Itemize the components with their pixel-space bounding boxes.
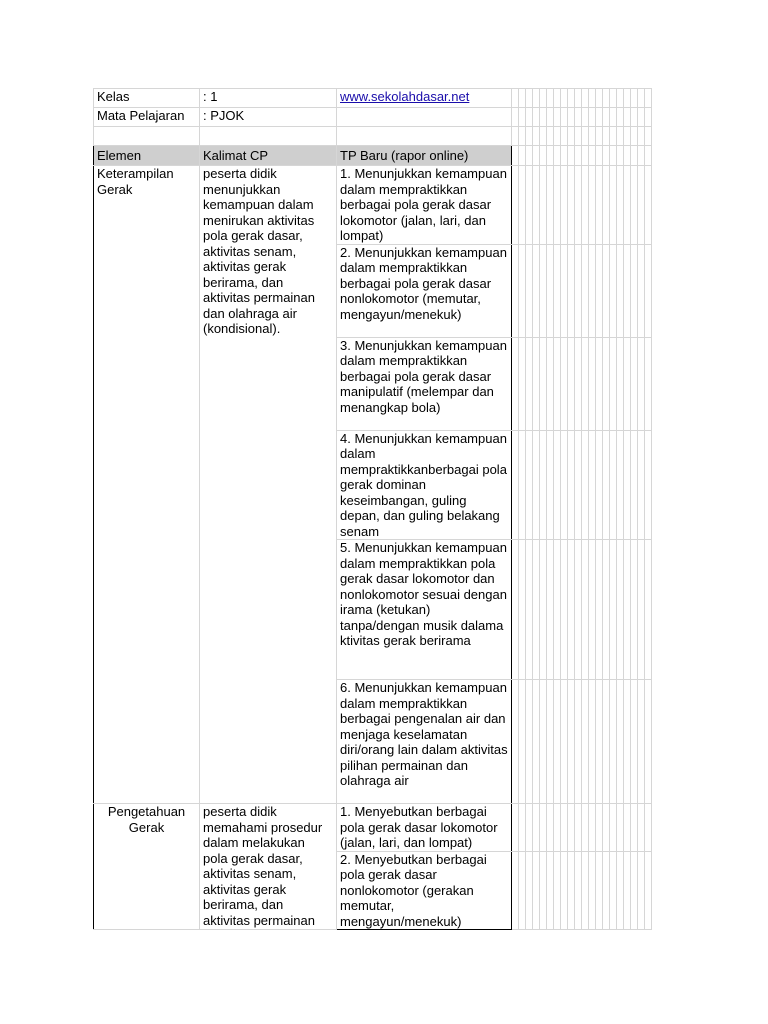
- tp-item: 1. Menyebutkan berbagai pola gerak dasar lokomotor (jalan, lari, dan lompat): [337, 804, 512, 852]
- cp-cell: peserta didik menunjukkan kemampuan dalam menirukan aktivitas pola gerak dasar, aktivitas senam, aktivitas gerak berirama, dan aktivitas permainan dan olahraga air (kondisional).: [200, 166, 337, 804]
- col-header-kalimat-cp: Kalimat CP: [200, 146, 337, 166]
- elemen-cell: Keterampilan Gerak: [94, 166, 200, 804]
- tp-item: 4. Menunjukkan kemampuan dalam mempraktikkanberbagai pola gerak dominan keseimbangan, guling depan, dan guling belakang senam: [337, 430, 512, 540]
- mapel-value: : PJOK: [200, 108, 337, 127]
- col-header-elemen: Elemen: [94, 146, 200, 166]
- col-header-tp-baru: TP Baru (rapor online): [337, 146, 512, 166]
- website-link[interactable]: www.sekolahdasar.net: [340, 89, 470, 104]
- mapel-label: Mata Pelajaran: [94, 108, 200, 127]
- column-header-row: [94, 146, 652, 166]
- kelas-row: [94, 89, 652, 108]
- tp-item: 2. Menunjukkan kemampuan dalam mempraktikkan berbagai pola gerak dasar nonlokomotor (memutar, mengayun/menekuk): [337, 244, 512, 337]
- mapel-row: [94, 108, 652, 127]
- empty-row: [94, 127, 652, 146]
- tp-item: 6. Menunjukkan kemampuan dalam mempraktikkan berbagai pengenalan air dan menjaga keselamatan diri/orang lain dalam aktivitas pilihan permainan dan olahraga air: [337, 680, 512, 804]
- tp-item: 1. Menunjukkan kemampuan dalam mempraktikkan berbagai pola gerak dasar lokomotor (jalan, lari, dan lompat): [337, 166, 512, 245]
- elemen-cell: Pengetahuan Gerak: [94, 804, 200, 930]
- kelas-value: : 1: [200, 89, 337, 108]
- kelas-label: Kelas: [94, 89, 200, 108]
- table-row: [94, 166, 652, 245]
- cp-cell: peserta didik memahami prosedur dalam melakukan pola gerak dasar, aktivitas senam, aktivitas gerak berirama, dan aktivitas permainan: [200, 804, 337, 930]
- cp-tp-table: [93, 88, 652, 930]
- tp-item: 2. Menyebutkan berbagai pola gerak dasar nonlokomotor (gerakan memutar, mengayun/menekuk): [337, 851, 512, 930]
- tp-item: 5. Menunjukkan kemampuan dalam mempraktikkan pola gerak dasar lokomotor dan nonlokomotor sesuai dengan irama (ketukan) tanpa/dengan musik dalama ktivitas gerak berirama: [337, 540, 512, 680]
- spreadsheet: [93, 88, 652, 930]
- tp-item: 3. Menunjukkan kemampuan dalam mempraktikkan berbagai pola gerak dasar manipulatif (melempar dan menangkap bola): [337, 337, 512, 430]
- table-row: [94, 804, 652, 852]
